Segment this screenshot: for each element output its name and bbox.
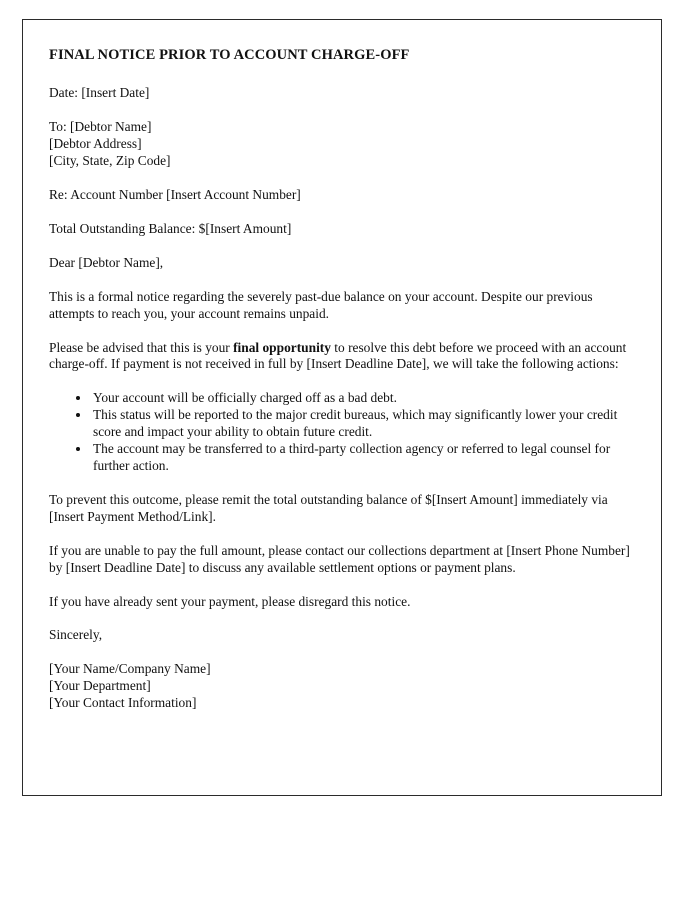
account-reference-line: Re: Account Number [Insert Account Number] <box>49 187 301 203</box>
paragraph-remit: To prevent this outcome, please remit the total outstanding balance of $[Insert Amount] immediately via [Insert Payment Method/Link]. <box>49 491 608 524</box>
letter-body <box>49 47 635 729</box>
closing-salutation: Sincerely, <box>49 627 103 643</box>
paragraph-warning-lead: Please be advised that this is your <box>49 339 234 355</box>
signature-block <box>49 661 635 712</box>
paragraph-warning <box>49 340 635 374</box>
list-item: • The account may be transferred to a third-party collection agency or referred to legal counsel for further action. <box>91 441 635 475</box>
recipient-address-line: [Debtor Address] <box>49 136 142 152</box>
consequences-list <box>49 390 635 475</box>
salutation: Dear [Debtor Name], <box>49 254 164 270</box>
page-title: FINAL NOTICE PRIOR TO ACCOUNT CHARGE-OFF <box>49 47 410 63</box>
list-item: • This status will be reported to the major credit bureaus, which may significantly lower your credit score and impact your ability to obtain future credit. <box>91 407 635 441</box>
document-page-border <box>22 19 662 796</box>
paragraph-intro: This is a formal notice regarding the severely past-due balance on your account. Despite our previous attempts to reach you, your account remains unpaid. <box>49 288 593 321</box>
outstanding-balance-line: Total Outstanding Balance: $[Insert Amount] <box>49 220 292 236</box>
list-item: • Your account will be officially charged off as a bad debt. <box>91 390 635 407</box>
recipient-address-block <box>49 119 635 170</box>
final-opportunity-emphasis: final opportunity <box>233 339 331 355</box>
signature-contact-line: [Your Contact Information] <box>49 695 197 711</box>
recipient-city-state-zip-line: [City, State, Zip Code] <box>49 153 171 169</box>
signature-department-line: [Your Department] <box>49 678 151 694</box>
paragraph-contact: If you are unable to pay the full amount, please contact our collections department at [Insert Phone Number] by [Insert Deadline Date] to discuss any available settlement options or payment plans. <box>49 542 630 575</box>
paragraph-warning-trail: to resolve this debt before we proceed with an account charge-off. If payment is not received in full by [Insert Deadline Date], we will take the following actions: <box>49 339 627 372</box>
paragraph-disregard: If you have already sent your payment, please disregard this notice. <box>49 593 411 609</box>
signature-name-line: [Your Name/Company Name] <box>49 661 211 677</box>
recipient-name-line: To: [Debtor Name] <box>49 119 152 135</box>
date-line: Date: [Insert Date] <box>49 85 150 101</box>
